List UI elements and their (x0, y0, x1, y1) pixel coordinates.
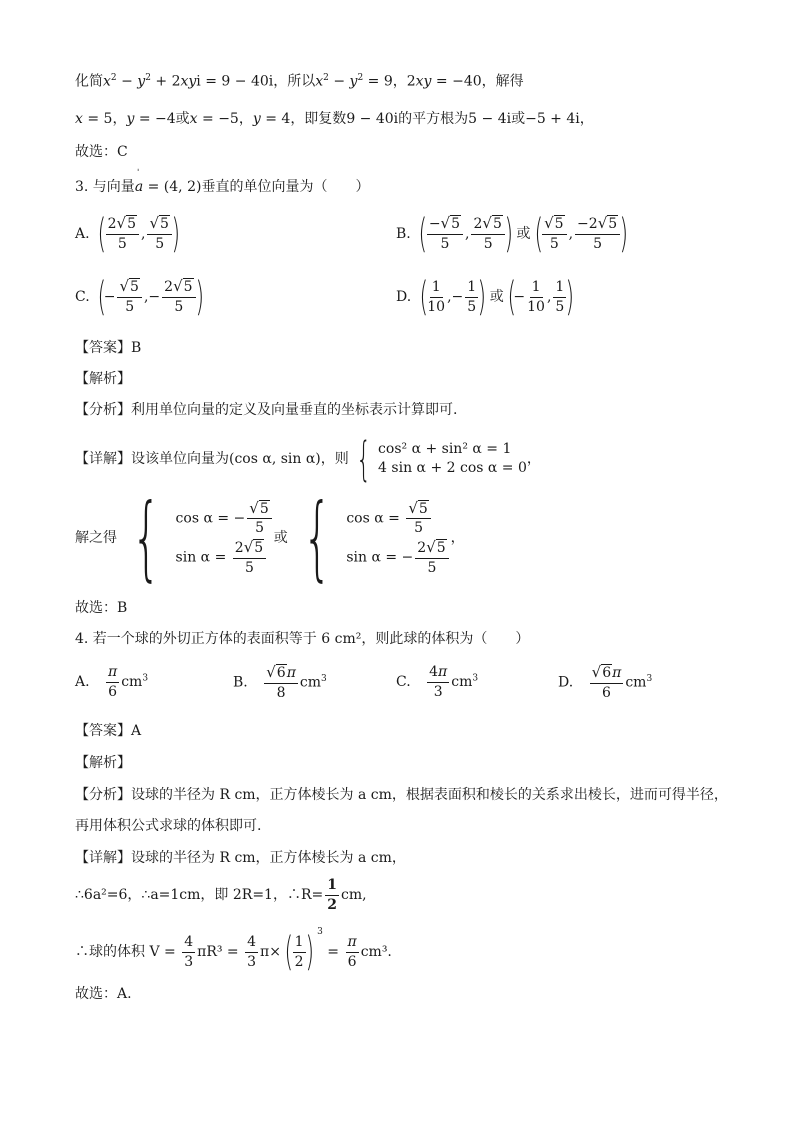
math: (cos α, sin α) (229, 451, 321, 467)
option-label: A. (75, 226, 90, 242)
fraction (427, 280, 445, 314)
math: 5 (549, 236, 559, 253)
q4-option-d (558, 665, 652, 700)
fraction: $\frac{√6\pi}{6}$ (591, 663, 622, 701)
brace: { (131, 484, 161, 591)
text: ， (392, 73, 407, 90)
math: a (134, 179, 144, 195)
text: ， (112, 111, 127, 127)
text: 利用单位向量的定义及向量垂直的坐标表示计算即可. (131, 402, 458, 418)
fraction: $\frac{√5}{5}$ (117, 279, 141, 314)
fraction: $\frac{\pi}{6}$ (347, 933, 357, 970)
math: 2 (145, 73, 151, 83)
math: 5 (183, 279, 193, 296)
brace: { (302, 484, 332, 591)
math: − (513, 289, 526, 305)
brace: { (356, 432, 371, 486)
q3-xiangjie (75, 432, 541, 486)
math: 5 (127, 216, 137, 233)
math: 2 (323, 73, 329, 83)
unit: cm (451, 674, 473, 691)
option-label: D. (558, 674, 574, 691)
text: 设球的半径为 R cm，正方体棱长为 a cm，根据表面积和棱长的关系求出棱长，进而可得半径， (131, 787, 728, 803)
math: 5 (467, 298, 477, 315)
fraction (465, 280, 478, 314)
math: 1 (465, 280, 478, 298)
fraction: $\frac{4\pi}{3}$ (429, 664, 448, 700)
tag: 【分析】 (75, 787, 131, 803)
math: x (189, 111, 198, 127)
math: y (252, 111, 261, 127)
math: − (451, 289, 464, 305)
paren: ) (504, 211, 513, 257)
math: x (103, 73, 111, 90)
prev-answer: 故选：C (75, 144, 128, 160)
option-label: C. (75, 289, 90, 305)
equation: cos α = − $\frac{√5}{5}$ (176, 501, 274, 536)
q3-solution (75, 484, 465, 591)
math: − (577, 216, 589, 233)
math: 2 (164, 279, 174, 296)
text: 设球的半径为 R cm，正方体棱长为 a cm， (131, 850, 406, 866)
math: 5 (483, 236, 493, 253)
math: 10 (427, 298, 446, 315)
fraction: $\frac{-2√5}{5}$ (575, 216, 620, 251)
fraction: $\frac{4}{3}$ (184, 933, 194, 970)
math: 3 (142, 673, 149, 684)
q3-option-c (75, 274, 207, 320)
paren: ) (171, 211, 181, 257)
fraction (527, 280, 545, 314)
fraction: $\frac{√5}{5}$ (542, 216, 566, 251)
math: 9 − 40i (346, 111, 399, 127)
line-simplify (75, 74, 524, 89)
math: 2 (588, 216, 598, 233)
text: 或 (273, 530, 288, 546)
math: 2 (110, 73, 117, 83)
math: = (322, 944, 344, 960)
math: x (315, 73, 324, 90)
text: 或 (175, 111, 190, 127)
math: − (328, 73, 350, 90)
math: 5 (554, 216, 564, 233)
q4-jiexi: 【解析】 (75, 755, 131, 771)
math: , (465, 226, 470, 242)
math: = (4, 2) (143, 179, 202, 195)
math: = 9 (363, 73, 393, 90)
math: 5 (555, 298, 565, 315)
arrow-mark: ˈ (136, 169, 140, 179)
equation: cos² α + sin² α = 1 (378, 441, 512, 458)
q3-option-b (396, 211, 632, 257)
fraction: $\frac{√6\pi}{8}$ (266, 663, 296, 701)
math: , (546, 289, 552, 305)
q3-fenxi (75, 403, 457, 417)
text: cm³. (360, 944, 392, 960)
equation: sin α = $\frac{2√5}{5}$ (176, 540, 274, 575)
fraction: $\frac{√5}{5}$ (147, 216, 171, 251)
math: = −5 (197, 111, 239, 127)
math: 5 (492, 216, 502, 233)
q4-fenxi-cont: 再用体积公式求球的体积即可. (75, 818, 262, 834)
text: 3. 与向量 (75, 179, 135, 195)
q4-xiangjie (75, 851, 406, 865)
q4-xiangjie-step2 (75, 927, 392, 975)
math: x (75, 111, 83, 127)
q4-option-c (396, 665, 478, 699)
vector-a (134, 169, 144, 195)
math: 5 (160, 216, 169, 233)
paren: ( (534, 211, 543, 257)
equation-system (378, 440, 527, 478)
option-label: A. (75, 674, 90, 691)
fraction (553, 280, 566, 314)
fraction: $\frac{4}{3}$ (247, 933, 257, 970)
paren: ( (418, 211, 428, 257)
text: 或 (516, 226, 531, 242)
math: 3 (317, 927, 323, 937)
math: + 2 (150, 73, 181, 90)
math: , (143, 289, 149, 305)
math: 3 (646, 674, 653, 685)
fraction: $\frac{2√5}{5}$ (471, 216, 504, 251)
text: ， (450, 530, 465, 546)
math: π× (260, 944, 281, 960)
paren: ( (97, 274, 107, 320)
option-label: B. (233, 674, 248, 691)
math: 5 (440, 236, 450, 253)
math: − (148, 289, 161, 305)
fraction: $\frac{1}{2}$ (327, 877, 337, 913)
unit: cm (121, 674, 143, 691)
q4-fenxi (75, 788, 728, 802)
text: ∴球的体积 V = (75, 944, 181, 960)
math: 5 (125, 299, 135, 316)
paren: ( (284, 929, 294, 975)
paren: ) (477, 274, 487, 320)
paren: ) (565, 274, 575, 320)
math: xy (180, 73, 197, 90)
fraction: $\frac{\pi}{6}$ (108, 664, 118, 700)
math: 2 (406, 73, 416, 90)
math: xy (415, 73, 432, 90)
text: ， (238, 111, 253, 127)
tag: 【详解】 (75, 850, 131, 866)
text: ∴6a²=6，∴a=1cm，即 2R=1，∴R= (75, 887, 324, 904)
fraction: $\frac{1}{2}$ (294, 933, 304, 970)
text: 解之得 (75, 530, 117, 546)
math: − (103, 289, 116, 305)
math: 1 (553, 280, 566, 298)
option-label: B. (396, 226, 411, 242)
math: y (126, 111, 135, 127)
text: ，所以 (273, 73, 316, 90)
q3-answer: 【答案】B (75, 340, 142, 356)
tag: 【详解】 (75, 451, 131, 467)
fraction: $\frac{2√5}{5}$ (162, 279, 195, 314)
math: 5 (451, 216, 461, 233)
math: −5 + 4i (525, 111, 580, 127)
equation-system (175, 498, 274, 576)
line-roots (75, 112, 594, 126)
text: 化简 (75, 73, 103, 90)
paren: ) (305, 929, 314, 975)
math: , (141, 226, 146, 242)
q4-xiangjie-step1 (75, 878, 367, 912)
equation: sin α = − $\frac{2√5}{5}$ (346, 540, 450, 575)
q4-stem: 4. 若一个球的外切正方体的表面积等于 6 cm²，则此球的体积为（ ） (75, 631, 530, 647)
math: 2 (473, 216, 483, 233)
fraction: $\frac{2√5}{5}$ (106, 216, 139, 251)
text: cm, (340, 887, 367, 904)
text: 或 (489, 289, 504, 305)
unit: cm (299, 674, 322, 691)
math: 5 (593, 236, 603, 253)
text: ，解得 (481, 73, 524, 90)
option-label: D. (396, 289, 412, 305)
q4-answer: 【答案】A (75, 723, 142, 739)
math: πR³ = (197, 944, 244, 960)
fraction: $\frac{-√5}{5}$ (427, 216, 463, 251)
paren: ) (195, 274, 204, 320)
math: 3 (321, 674, 327, 685)
math: 10 (527, 298, 545, 315)
q4-option-a (75, 665, 148, 699)
equation: cos α = $\frac{√5}{5}$ (346, 501, 450, 536)
math: − (116, 73, 138, 90)
math: y (137, 73, 146, 90)
paren: ) (619, 211, 629, 257)
q3-choose: 故选：B (75, 600, 128, 616)
unit: cm (625, 674, 647, 691)
math: 5 (608, 216, 618, 233)
math: i = 9 − 40i (196, 73, 274, 90)
tag: 【分析】 (75, 402, 131, 418)
math: 1 (430, 280, 443, 298)
math: 1 (530, 280, 543, 298)
math: 2 (357, 73, 364, 83)
paren: ( (419, 274, 428, 320)
math: , (447, 289, 452, 305)
text: ，则 (320, 451, 349, 467)
math: 5 (155, 236, 165, 253)
text: ， (579, 111, 594, 127)
text: 的平方根为 (398, 111, 469, 127)
math: , (568, 226, 574, 242)
math: 5 (174, 299, 184, 316)
math: y (349, 73, 358, 90)
text: ， (526, 451, 541, 467)
q3-option-d (396, 274, 578, 320)
math: = 5 (82, 111, 113, 127)
equation-system (346, 498, 450, 576)
text: 设该单位向量为 (131, 451, 229, 467)
text: ，即复数 (290, 111, 347, 127)
math: 5 (130, 279, 139, 296)
text: 垂直的单位向量为（ ） (201, 179, 370, 195)
option-label: C. (396, 674, 411, 691)
math: = −40 (431, 73, 482, 90)
math: 5 (117, 236, 127, 253)
math: = 4 (260, 111, 291, 127)
math: − (428, 216, 441, 233)
q4-option-b (233, 665, 327, 700)
q3-option-a (75, 211, 184, 257)
paren: ( (97, 211, 107, 257)
q4-choose: 故选：A. (75, 986, 132, 1002)
math: 2 (107, 216, 117, 233)
q3-jiexi: 【解析】 (75, 371, 131, 387)
math: = −4 (134, 111, 176, 127)
equation: 4 sin α + 2 cos α = 0 (378, 460, 527, 476)
text: 或 (511, 111, 526, 127)
math: 3 (472, 673, 479, 684)
paren: ( (507, 274, 516, 320)
math: 5 − 4i (468, 111, 512, 127)
q3-stem (75, 169, 370, 195)
